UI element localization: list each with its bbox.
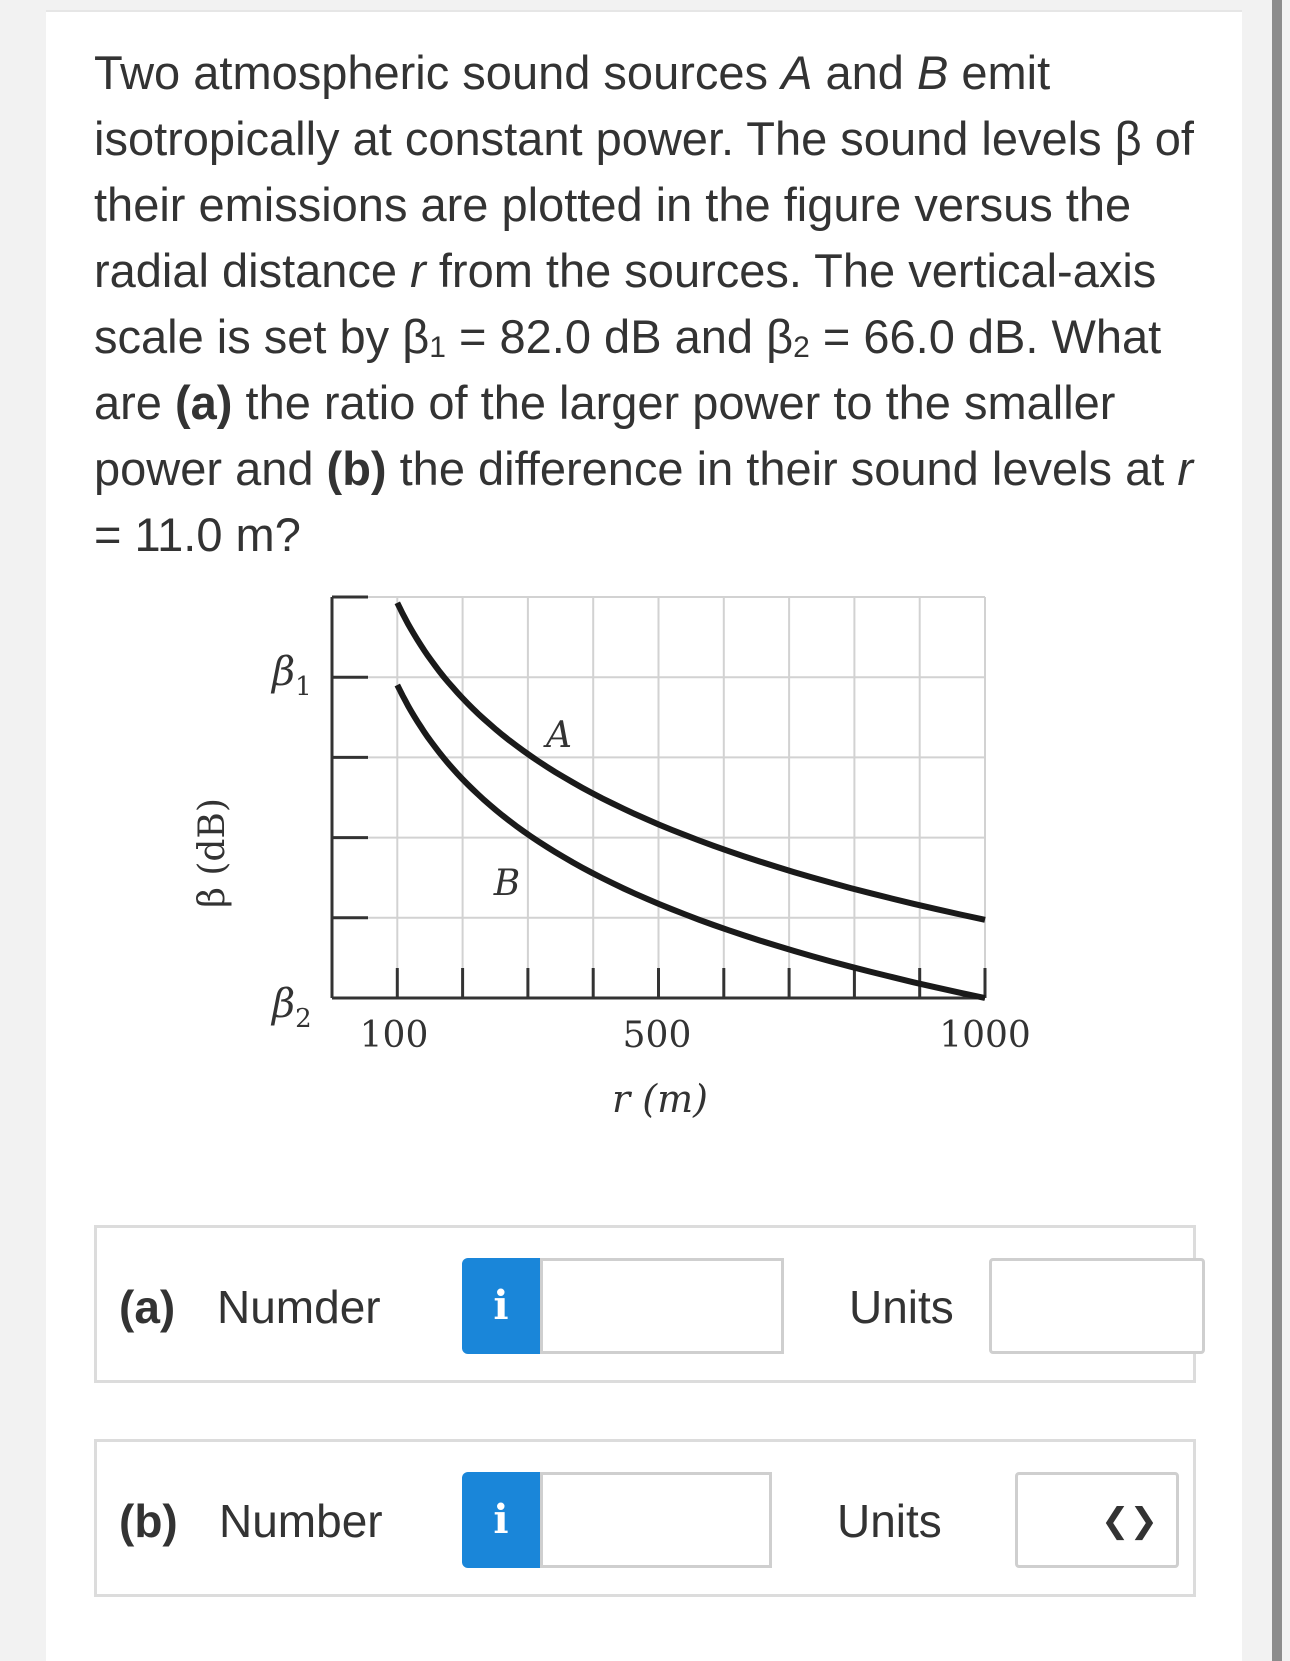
x-tick-500: 500 bbox=[622, 1015, 692, 1056]
x-tick-labels bbox=[360, 1015, 1031, 1056]
beta1-label: $\beta_1$ bbox=[272, 649, 312, 702]
chevron-updown-icon: ❮❯ bbox=[1101, 1501, 1158, 1541]
number-label-a: Numder bbox=[217, 1281, 381, 1333]
beta2-label: $\beta_2$ bbox=[272, 981, 312, 1034]
question-text: Two atmospheric sound sources A and B emit isotropically at constant power. The sound levels β of their emissions are plotted in the figure versus the radial distance r from the sources. The vertical-axis scale is set by $\beta_1 = 82.0$ dB and $\beta_2 = 66.0$ dB. What are (a) the ratio of the larger power to the smaller power and (b) the difference in their sound levels at r = 11.0 m? bbox=[94, 46, 1194, 561]
number-label-b: Number bbox=[219, 1495, 383, 1547]
x-tick-100: 100 bbox=[359, 1015, 429, 1056]
curve-b bbox=[397, 685, 985, 998]
x-axis-label: r (m) bbox=[612, 1077, 708, 1121]
units-label-a: Units bbox=[849, 1281, 954, 1333]
part-a-label: (a) bbox=[119, 1281, 176, 1333]
y-axis-label: β (dB) bbox=[192, 798, 233, 908]
sound-level-figure bbox=[160, 585, 1110, 1185]
answer-row-b bbox=[94, 1439, 1196, 1597]
units-select-b[interactable] bbox=[1015, 1472, 1179, 1568]
info-icon[interactable]: i bbox=[462, 1472, 540, 1568]
curve-a-label: A bbox=[546, 715, 572, 756]
chart-curves bbox=[397, 603, 985, 998]
curve-b-label: B bbox=[493, 863, 521, 904]
chart-svg bbox=[160, 585, 1110, 1185]
units-select-a[interactable] bbox=[989, 1258, 1205, 1354]
card-top-divider bbox=[46, 10, 1242, 12]
answer-row-a bbox=[94, 1225, 1196, 1383]
x-tick-1000: 1000 bbox=[939, 1015, 1031, 1056]
number-input-b[interactable] bbox=[540, 1472, 772, 1568]
curve-a bbox=[397, 603, 985, 920]
number-input-a[interactable] bbox=[540, 1258, 784, 1354]
page-scrollbar[interactable] bbox=[1272, 0, 1282, 1661]
part-b-label: (b) bbox=[119, 1495, 178, 1547]
units-label-b: Units bbox=[837, 1495, 942, 1547]
info-icon[interactable]: i bbox=[462, 1258, 540, 1354]
